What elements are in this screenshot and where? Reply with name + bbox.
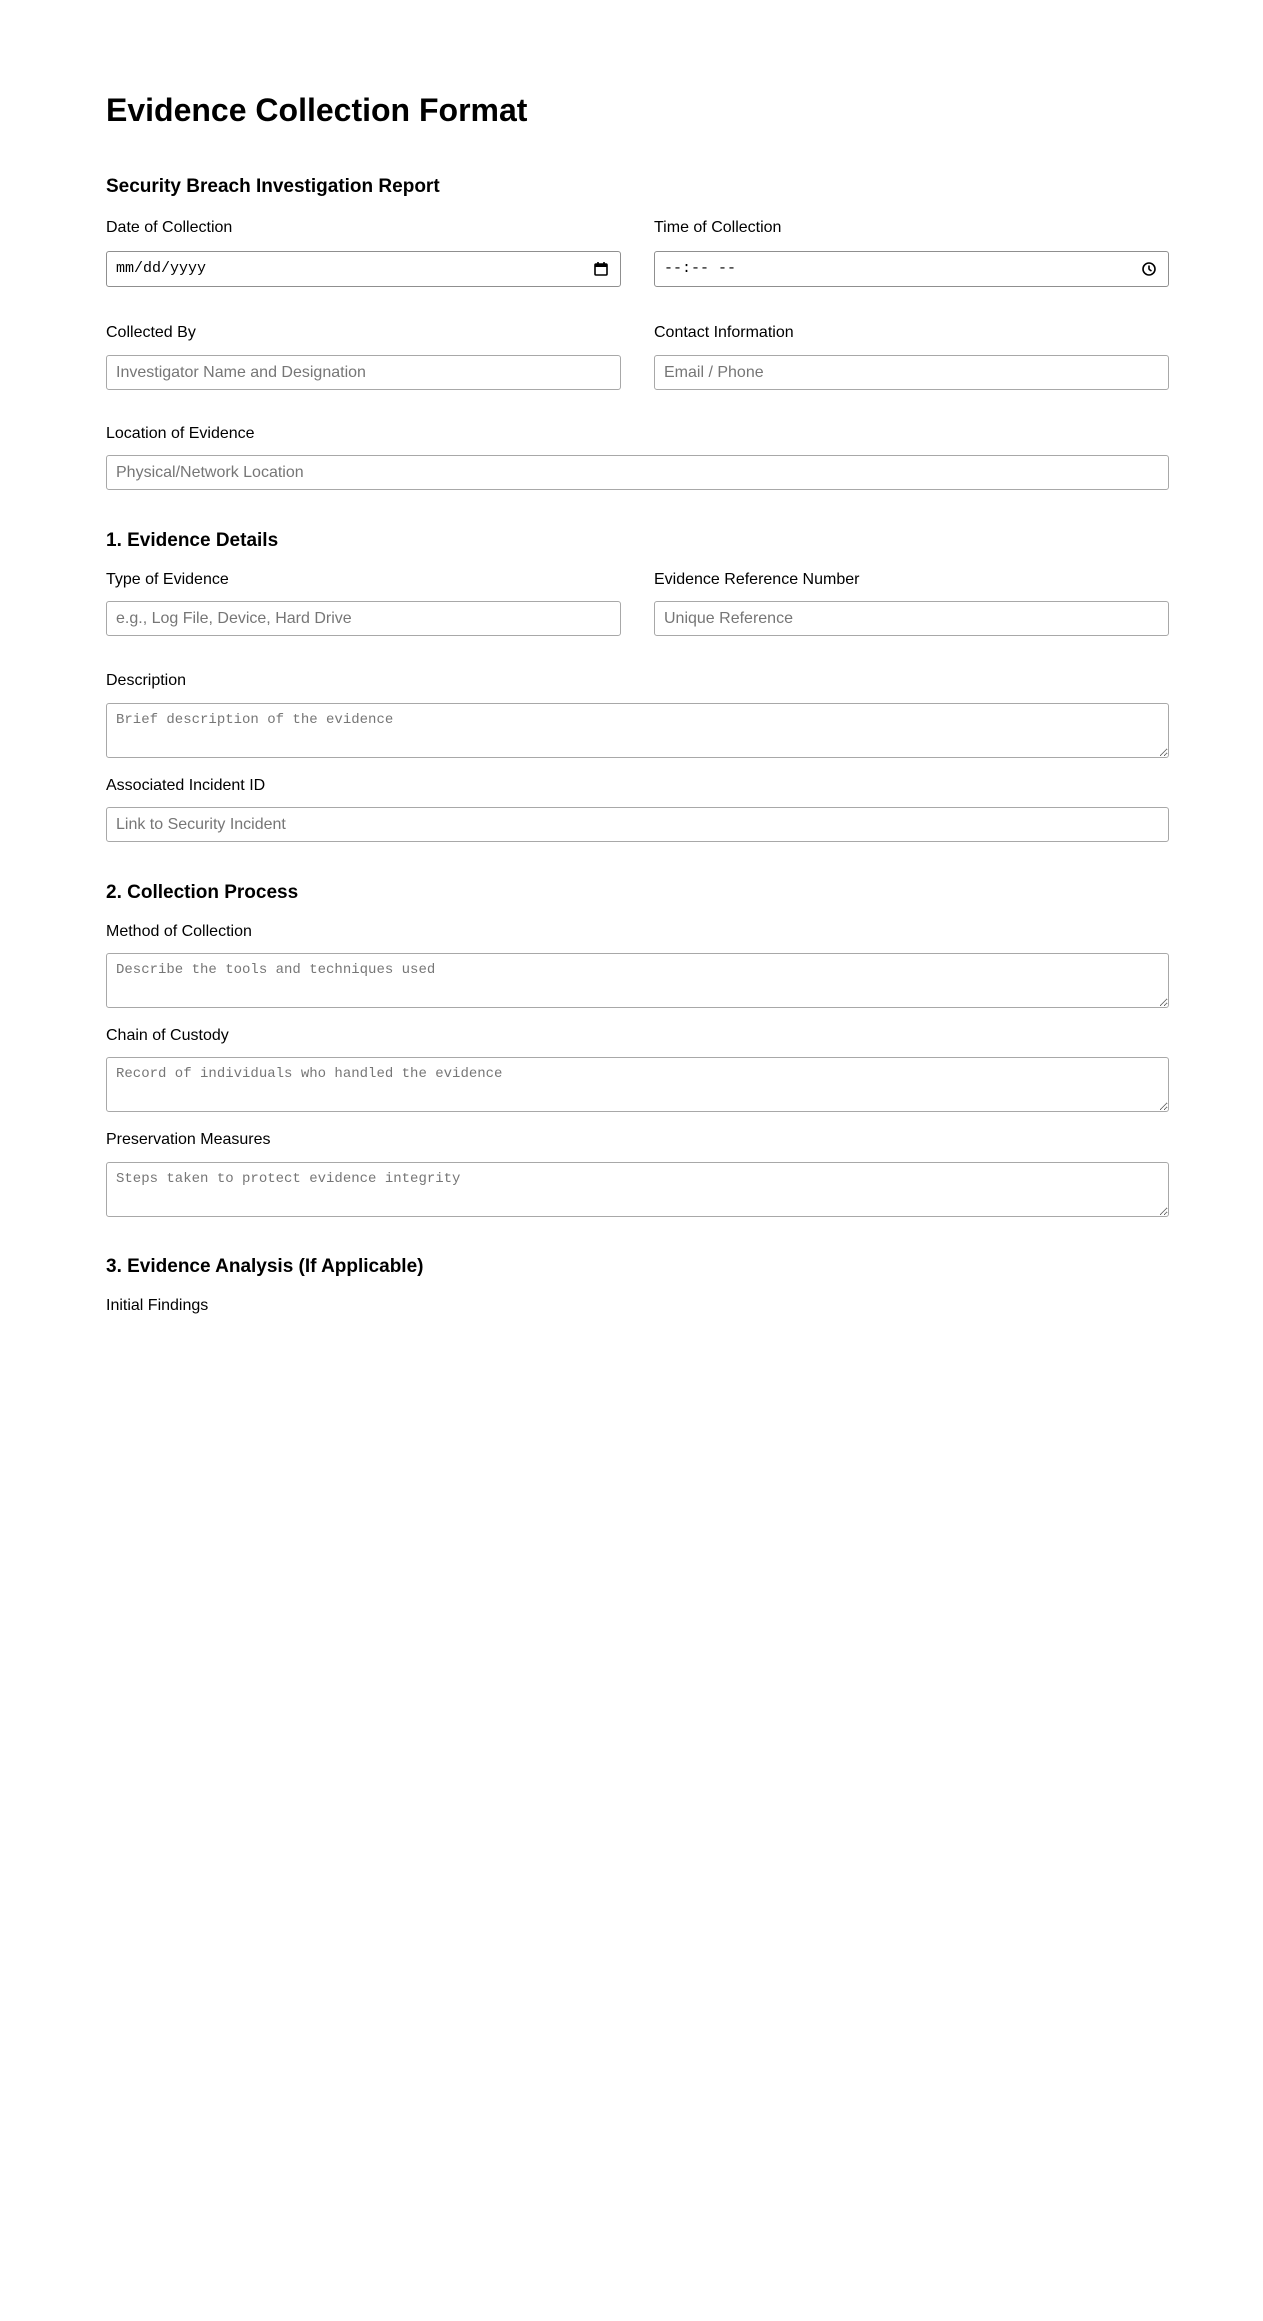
form-subtitle: Security Breach Investigation Report xyxy=(106,176,440,197)
date-of-collection-label: Date of Collection xyxy=(106,219,233,236)
time-of-collection-label: Time of Collection xyxy=(654,219,782,236)
time-of-collection-input[interactable] xyxy=(654,251,1169,287)
method-of-collection-label: Method of Collection xyxy=(106,923,252,940)
collected-by-label: Collected By xyxy=(106,324,196,341)
location-of-evidence-label: Location of Evidence xyxy=(106,425,255,442)
evidence-reference-number-input[interactable] xyxy=(654,601,1169,636)
section-evidence-analysis-heading: 3. Evidence Analysis (If Applicable) xyxy=(106,1256,424,1277)
collected-by-input[interactable] xyxy=(106,355,621,390)
type-of-evidence-label: Type of Evidence xyxy=(106,571,229,588)
calendar-icon[interactable] xyxy=(593,261,609,277)
initial-findings-label: Initial Findings xyxy=(106,1297,209,1314)
date-input-value: mm/dd/yyyy xyxy=(116,260,207,277)
type-of-evidence-input[interactable] xyxy=(106,601,621,636)
evidence-reference-number-label: Evidence Reference Number xyxy=(654,571,860,588)
chain-of-custody-label: Chain of Custody xyxy=(106,1027,229,1044)
section-collection-process-heading: 2. Collection Process xyxy=(106,882,299,903)
chain-of-custody-textarea[interactable] xyxy=(106,1057,1169,1112)
section-evidence-details-heading: 1. Evidence Details xyxy=(106,530,279,551)
description-textarea[interactable] xyxy=(106,703,1169,758)
location-of-evidence-input[interactable] xyxy=(106,455,1169,490)
page-title: Evidence Collection Format xyxy=(106,92,528,128)
preservation-measures-label: Preservation Measures xyxy=(106,1131,271,1148)
method-of-collection-textarea[interactable] xyxy=(106,953,1169,1008)
associated-incident-id-input[interactable] xyxy=(106,807,1169,842)
time-input-value: --:-- -- xyxy=(664,260,737,277)
date-of-collection-input[interactable] xyxy=(106,251,621,287)
description-label: Description xyxy=(106,672,187,689)
preservation-measures-textarea[interactable] xyxy=(106,1162,1169,1217)
contact-information-input[interactable] xyxy=(654,355,1169,390)
contact-information-label: Contact Information xyxy=(654,324,794,341)
clock-icon[interactable] xyxy=(1141,261,1157,277)
associated-incident-id-label: Associated Incident ID xyxy=(106,777,266,794)
